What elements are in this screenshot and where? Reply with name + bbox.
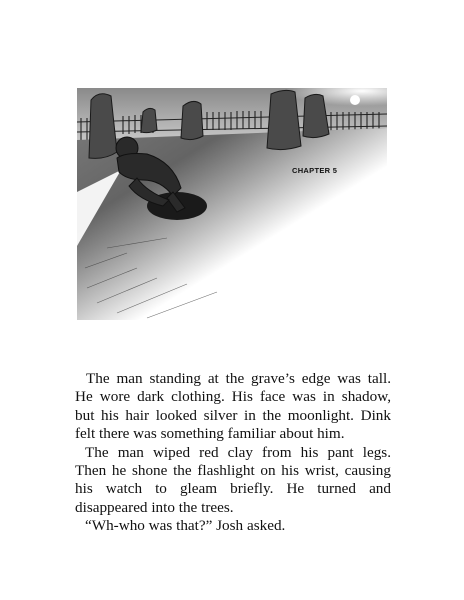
text-line: He wore dark clothing. His face was in shadow, (75, 388, 391, 406)
text-line: felt there was something familiar about him. (75, 425, 345, 443)
graveyard-drawing (77, 88, 387, 320)
text-line: Then he shone the flashlight on his wrist, causing (75, 461, 391, 479)
story-text (75, 370, 391, 536)
text-line: The man standing at the grave’s edge was tall. (86, 370, 391, 387)
text-line: disappeared into the trees. (75, 498, 234, 516)
graveyard-illustration (77, 88, 387, 320)
chapter-heading: CHAPTER 5 (292, 166, 338, 175)
text-line: but his hair looked silver in the moonlight. Dink (75, 406, 391, 424)
text-line: The man wiped red clay from his pant legs. (85, 443, 391, 461)
text-line: his watch to gleam briefly. He turned and (75, 480, 391, 498)
text-line: “Wh-who was that?” Josh asked. (85, 517, 286, 535)
